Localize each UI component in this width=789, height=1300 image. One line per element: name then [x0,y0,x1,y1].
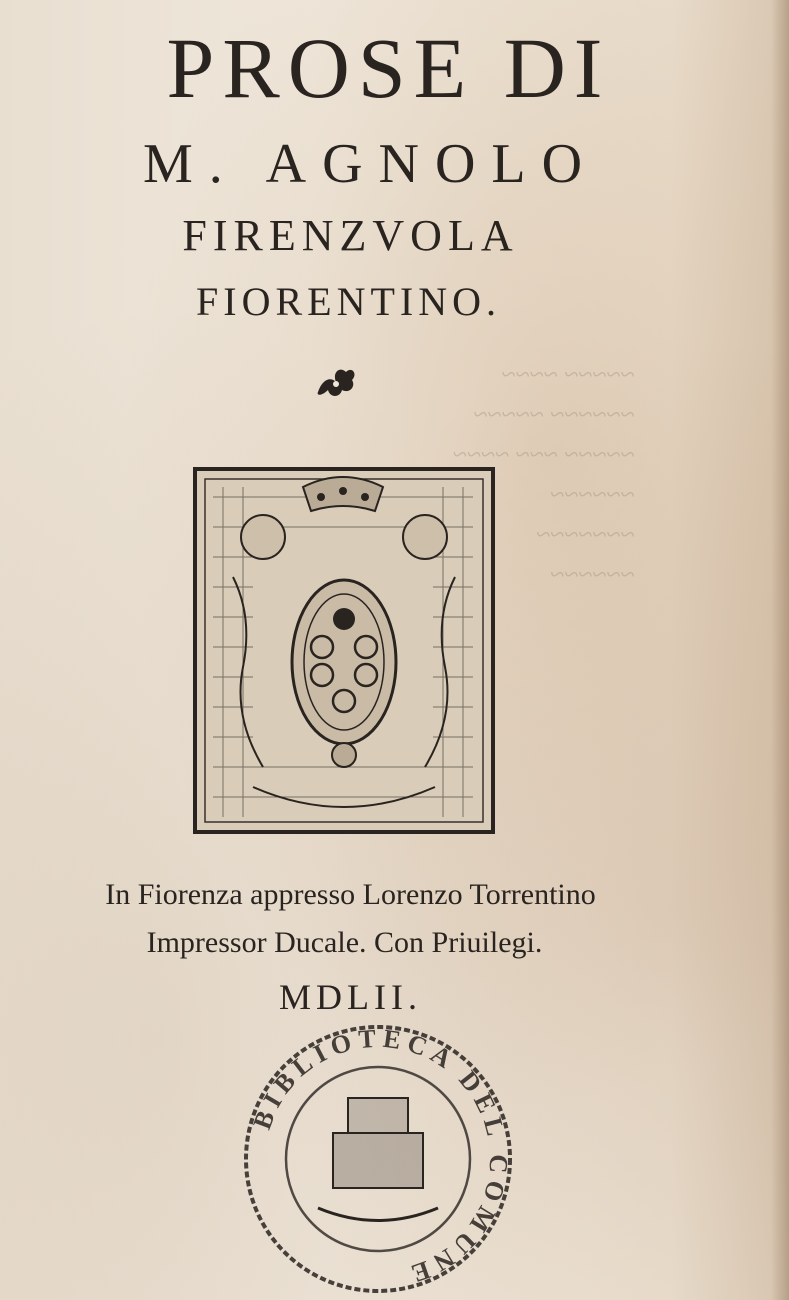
imprint-line-2: Impressor Ducale. Con Priuilegi. [146,926,543,959]
author-origin: FIORENTINO. [196,279,501,324]
author-line: M. AGNOLO [142,133,599,195]
stamp-legend: BIBLIOTECA DEL COMUNE [247,1023,514,1291]
title-line-1: PROSE DI [166,20,611,116]
fleuron-ornament-icon [312,362,360,402]
library-stamp [238,1018,518,1300]
author-surname: FIRENZVOLA [182,211,519,260]
page-edge-shadow [771,0,789,1300]
imprint-year: MDLII. [279,977,422,1017]
imprint-line-1: In Fiorenza appresso Lorenzo Torrentino [105,878,596,911]
show-through-text: ~~~~~ ~~~~ ~~~~~~ ~~~~~ ~~~~~ ~~~ ~~~~ ~~~~~~ ~~~~~~~ ~~~~~~ [453,360,635,589]
coat-of-arms-woodcut [193,467,495,834]
